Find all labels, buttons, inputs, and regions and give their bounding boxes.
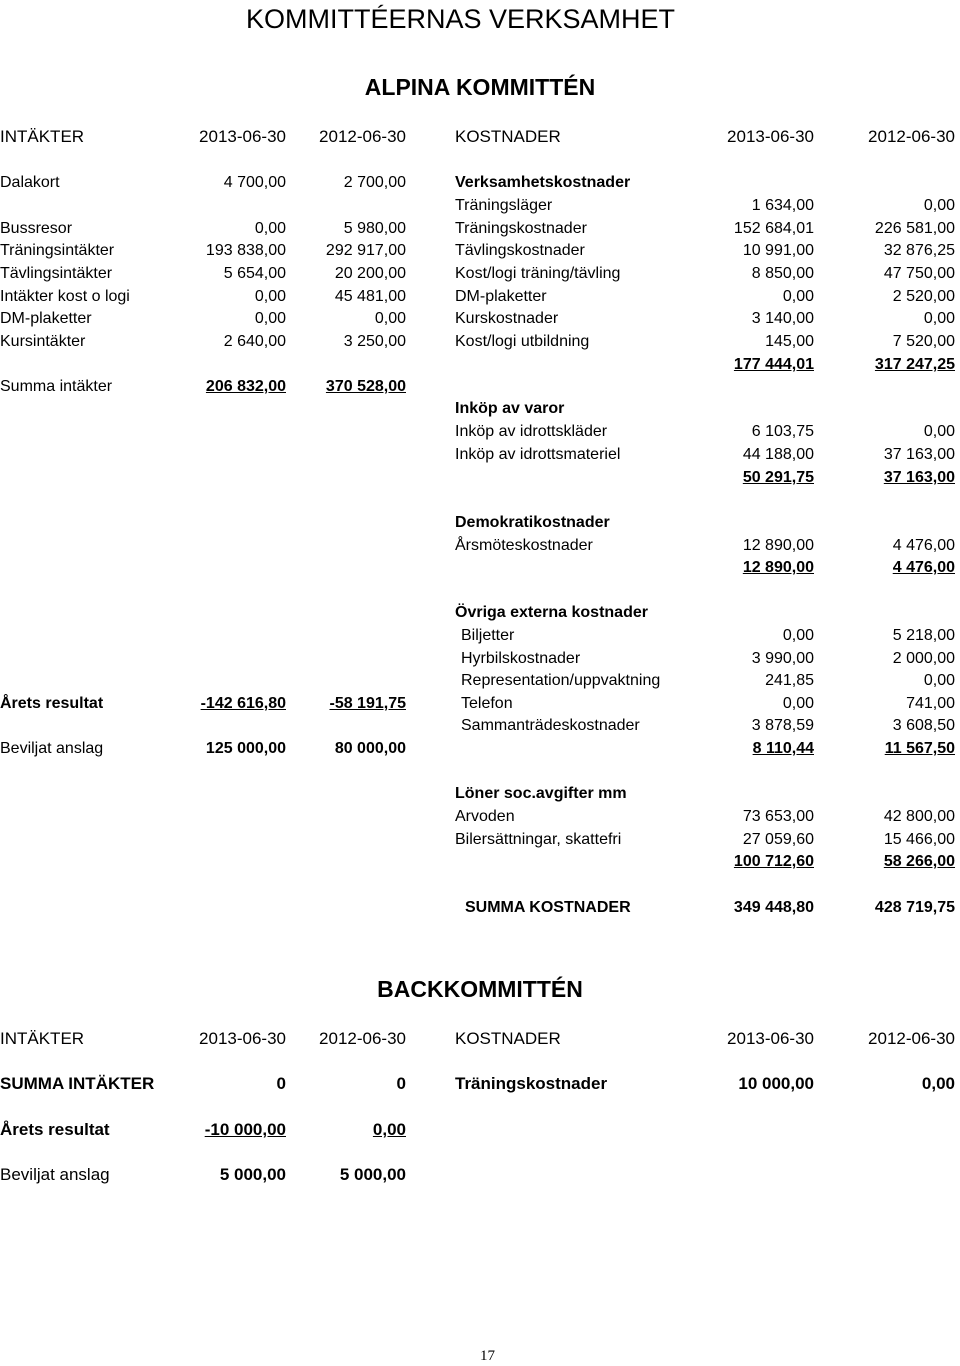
- cost-row-label: Telefon: [461, 695, 513, 712]
- row-label: Kursintäkter: [0, 333, 86, 350]
- cost-row-value-2012: 2 520,00: [892, 288, 955, 305]
- cost-row-value-2013: 152 684,01: [733, 220, 814, 237]
- income-sum-2013: 206 832,00: [205, 378, 286, 395]
- cost-row-value-2013: 73 653,00: [742, 808, 814, 825]
- row-label: Bussresor: [0, 220, 73, 237]
- cost-row-label: Kurskostnader: [455, 310, 559, 327]
- cost-row-value-2013: 3 878,59: [751, 717, 814, 734]
- cost-row-label: Hyrbilskostnader: [461, 650, 581, 667]
- cost-row-value-2012: 47 750,00: [883, 265, 955, 282]
- alpina-income-header-col1: 2013-06-30: [199, 127, 286, 146]
- backk-cost-label: Träningskostnader: [455, 1074, 608, 1093]
- cost-row-value-2013: 12 890,00: [742, 537, 814, 554]
- backk-income-sum-label: SUMMA INTÄKTER: [0, 1074, 155, 1093]
- cost-row-value-2012: 0,00: [923, 672, 955, 689]
- grant-2012: 80 000,00: [334, 740, 406, 757]
- backk-income-sum-2013: 0: [276, 1074, 286, 1093]
- cost-row-value-2012: 42 800,00: [883, 808, 955, 825]
- cost-row-value-2012: 4 476,00: [892, 537, 955, 554]
- cost-row-value-2013: 6 103,75: [751, 423, 814, 440]
- cost-subtotal-2012: 58 266,00: [883, 853, 955, 870]
- row-label: DM-plaketter: [0, 310, 92, 327]
- cost-row-value-2012: 3 608,50: [892, 717, 955, 734]
- row-value-2013: 0,00: [254, 220, 286, 237]
- row-label: Tävlingsintäkter: [0, 265, 113, 282]
- cost-row-label: Tävlingskostnader: [455, 242, 585, 259]
- cost-subtotal-2013: 177 444,01: [733, 356, 814, 373]
- cost-group-heading: Löner soc.avgifter mm: [455, 785, 627, 802]
- cost-row-label: Kost/logi utbildning: [455, 333, 590, 350]
- backk-income-sum-2012: 0: [396, 1074, 406, 1093]
- row-value-2013: 0,00: [254, 310, 286, 327]
- cost-subtotal-2012: 11 567,50: [884, 740, 955, 757]
- cost-group-heading: Verksamhetskostnader: [455, 174, 631, 191]
- cost-row-label: Inköp av idrottsmateriel: [455, 446, 621, 463]
- cost-subtotal-2013: 12 890,00: [742, 559, 814, 576]
- cost-total-2013: 349 448,80: [733, 899, 814, 916]
- cost-row-value-2012: 741,00: [906, 695, 955, 712]
- income-sum-label: Summa intäkter: [0, 378, 113, 395]
- cost-row-value-2012: 226 581,00: [874, 220, 955, 237]
- cost-row-label: Årsmöteskostnader: [455, 537, 593, 554]
- cost-row-value-2013: 27 059,60: [742, 831, 814, 848]
- cost-row-value-2013: 1 634,00: [751, 197, 814, 214]
- row-value-2013: 5 654,00: [223, 265, 286, 282]
- alpina-income-header-col2: 2012-06-30: [319, 127, 406, 146]
- row-value-2012: 20 200,00: [334, 265, 406, 282]
- row-value-2012: 0,00: [374, 310, 406, 327]
- cost-row-value-2013: 0,00: [782, 627, 814, 644]
- row-value-2012: 3 250,00: [343, 333, 406, 350]
- result-label: Årets resultat: [0, 695, 104, 712]
- backk-result-label: Årets resultat: [0, 1120, 110, 1139]
- alpina-income-header-label: INTÄKTER: [0, 127, 85, 146]
- cost-row-value-2012: 0,00: [923, 310, 955, 327]
- cost-total-2012: 428 719,75: [874, 899, 955, 916]
- backk-cost-2012: 0,00: [921, 1074, 955, 1093]
- backk-grant-2012: 5 000,00: [339, 1165, 406, 1184]
- row-value-2013: 0,00: [254, 288, 286, 305]
- cost-row-value-2013: 3 990,00: [751, 650, 814, 667]
- cost-row-value-2013: 10 991,00: [742, 242, 814, 259]
- cost-row-value-2012: 37 163,00: [883, 446, 955, 463]
- row-value-2012: 5 980,00: [343, 220, 406, 237]
- cost-row-label: Bilersättningar, skattefri: [455, 831, 622, 848]
- cost-row-label: Träningskostnader: [455, 220, 587, 237]
- cost-row-label: Arvoden: [455, 808, 515, 825]
- cost-row-value-2013: 44 188,00: [742, 446, 814, 463]
- cost-row-label: Inköp av idrottskläder: [455, 423, 608, 440]
- backk-grant-2013: 5 000,00: [219, 1165, 286, 1184]
- cost-row-value-2013: 3 140,00: [751, 310, 814, 327]
- cost-row-value-2012: 15 466,00: [883, 831, 955, 848]
- cost-subtotal-2012: 4 476,00: [892, 559, 955, 576]
- row-value-2013: 4 700,00: [223, 174, 286, 191]
- backk-title: BACKKOMMITTÉN: [377, 976, 583, 1002]
- backk-cost-header-col2: 2012-06-30: [868, 1029, 955, 1048]
- row-value-2012: 45 481,00: [334, 288, 406, 305]
- cost-total-label: SUMMA KOSTNADER: [465, 899, 631, 916]
- cost-row-value-2012: 2 000,00: [892, 650, 955, 667]
- cost-row-value-2013: 8 850,00: [751, 265, 814, 282]
- alpina-cost-header-col2: 2012-06-30: [868, 127, 955, 146]
- alpina-cost-header-label: KOSTNADER: [455, 127, 561, 146]
- cost-group-heading: Övriga externa kostnader: [455, 604, 648, 621]
- backk-income-header-label: INTÄKTER: [0, 1029, 85, 1048]
- cost-row-label: Sammanträdeskostnader: [461, 717, 640, 734]
- cost-row-label: Träningsläger: [455, 197, 553, 214]
- page-number: 17: [480, 1348, 495, 1364]
- row-value-2012: 292 917,00: [325, 242, 406, 259]
- cost-row-value-2012: 7 520,00: [892, 333, 955, 350]
- backk-cost-2013: 10 000,00: [738, 1074, 814, 1093]
- result-2012: -58 191,75: [329, 695, 406, 712]
- row-label: Intäkter kost o logi: [0, 288, 130, 305]
- cost-row-value-2013: 0,00: [782, 695, 814, 712]
- cost-row-value-2013: 0,00: [782, 288, 814, 305]
- row-label: Träningsintäkter: [0, 242, 115, 259]
- grant-label: Beviljat anslag: [0, 740, 104, 757]
- cost-row-label: DM-plaketter: [455, 288, 547, 305]
- cost-subtotal-2012: 37 163,00: [883, 469, 955, 486]
- result-2013: -142 616,80: [200, 695, 286, 712]
- cost-row-value-2012: 0,00: [923, 197, 955, 214]
- backk-cost-header-label: KOSTNADER: [455, 1029, 561, 1048]
- grant-2013: 125 000,00: [205, 740, 286, 757]
- cost-row-value-2013: 145,00: [765, 333, 814, 350]
- cost-row-value-2013: 241,85: [765, 672, 814, 689]
- backk-result-2012: 0,00: [372, 1120, 406, 1139]
- backk-income-header-col1: 2013-06-30: [199, 1029, 286, 1048]
- cost-group-heading: Inköp av varor: [455, 400, 565, 417]
- backk-income-header-col2: 2012-06-30: [319, 1029, 406, 1048]
- cost-row-value-2012: 32 876,25: [883, 242, 955, 259]
- income-sum-2012: 370 528,00: [325, 378, 406, 395]
- row-value-2012: 2 700,00: [343, 174, 406, 191]
- cost-row-value-2012: 5 218,00: [892, 627, 955, 644]
- alpina-cost-header-col1: 2013-06-30: [727, 127, 814, 146]
- cost-group-heading: Demokratikostnader: [455, 514, 610, 531]
- backk-grant-label: Beviljat anslag: [0, 1165, 110, 1184]
- row-label: Dalakort: [0, 174, 60, 191]
- cost-subtotal-2012: 317 247,25: [874, 356, 955, 373]
- backk-cost-header-col1: 2013-06-30: [727, 1029, 814, 1048]
- cost-row-label: Kost/logi träning/tävling: [455, 265, 621, 282]
- cost-subtotal-2013: 50 291,75: [742, 469, 814, 486]
- cost-row-label: Representation/uppvaktning: [461, 672, 661, 689]
- cost-subtotal-2013: 100 712,60: [733, 853, 814, 870]
- row-value-2013: 2 640,00: [223, 333, 286, 350]
- page-title: KOMMITTÉERNAS VERKSAMHET: [246, 4, 676, 34]
- backk-result-2013: -10 000,00: [204, 1120, 286, 1139]
- alpina-title: ALPINA KOMMITTÉN: [364, 74, 596, 100]
- cost-row-value-2012: 0,00: [923, 423, 955, 440]
- cost-row-label: Biljetter: [461, 627, 515, 644]
- row-value-2013: 193 838,00: [205, 242, 286, 259]
- cost-subtotal-2013: 8 110,44: [752, 740, 814, 757]
